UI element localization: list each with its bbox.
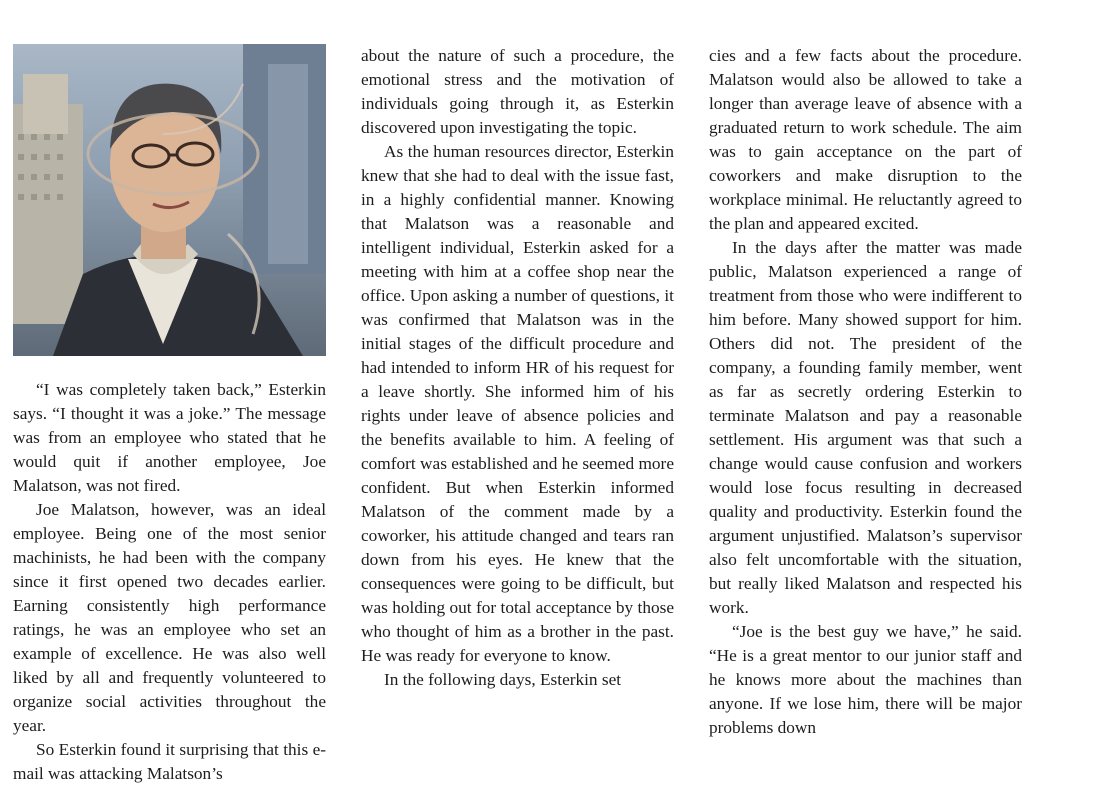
article-column-3 [709, 44, 1022, 740]
paragraph: As the human resources director, Esterkin knew that she had to deal with the issue fast, in a highly confidential manner. Knowing that Malatson was a reasonable and intelligent individual, Esterkin asked for a meeting with him at a coffee shop near the office. Upon asking a number of questions, it was confirmed that Malatson was in the initial stages of the difficult procedure and had intended to inform HR of his request for a leave shortly. She informed him of his rights under leave of absence policies and the benefits available to him. A feeling of comfort was established and he seemed more confident. But when Esterkin informed Malatson of the comment made by a coworker, his attitude changed and tears ran down from his eyes. He knew that the consequences were going to be difficult, but was holding out for total acceptance by those who thought of him as a brother in the past. He was ready for everyone to know. [361, 142, 674, 665]
portrait-illustration [13, 44, 326, 356]
paragraph: In the days after the matter was made public, Malatson experienced a range of treatment from those who were indifferent to him before. Many showed support for him. Others did not. The president of the company, a founding family member, went as far as secretly ordering Esterkin to terminate Malatson and pay a reasonable settlement. His argument was that such a change would cause confusion and workers would lose focus resulting in decreased quality and productivity. Esterkin found the argument unjustified. Malatson’s supervisor also felt uncomfortable with the situation, but really liked Malatson and respected his work. [709, 238, 1022, 617]
paragraph: “I was completely taken back,” Esterkin says. “I thought it was a joke.” The message was from an employee who stated that he would quit if another employee, Joe Malatson, was not fired. [13, 380, 326, 495]
article-column-1 [13, 44, 326, 786]
paragraph: “Joe is the best guy we have,” he said. “He is a great mentor to our junior staff and he knows more about the machines than anyone. If we lose him, there will be major problems down [709, 622, 1022, 737]
paragraph: Joe Malatson, however, was an ideal employee. Being one of the most senior machinists, he had been with the company since it first opened two decades earlier. Earning consistently high performance ratings, he was an employee who set an example of excellence. He was also well liked by all and frequently volunteered to organize social activities throughout the year. [13, 500, 326, 735]
paragraph: cies and a few facts about the procedure. Malatson would also be allowed to take a longer than average leave of absence with a graduated return to work schedule. The aim was to gain acceptance on the part of coworkers and make disruption to the workplace minimal. He reluctantly agreed to the plan and appeared excited. [709, 46, 1022, 233]
article-column-2 [361, 44, 674, 692]
paragraph: So Esterkin found it surprising that this e-mail was attacking Malatson’s [13, 740, 326, 783]
paragraph: about the nature of such a procedure, the emotional stress and the motivation of individuals going through it, as Esterkin discovered upon investigating the topic. [361, 46, 674, 137]
portrait-photo [13, 44, 326, 356]
paragraph: In the following days, Esterkin set [384, 670, 622, 689]
